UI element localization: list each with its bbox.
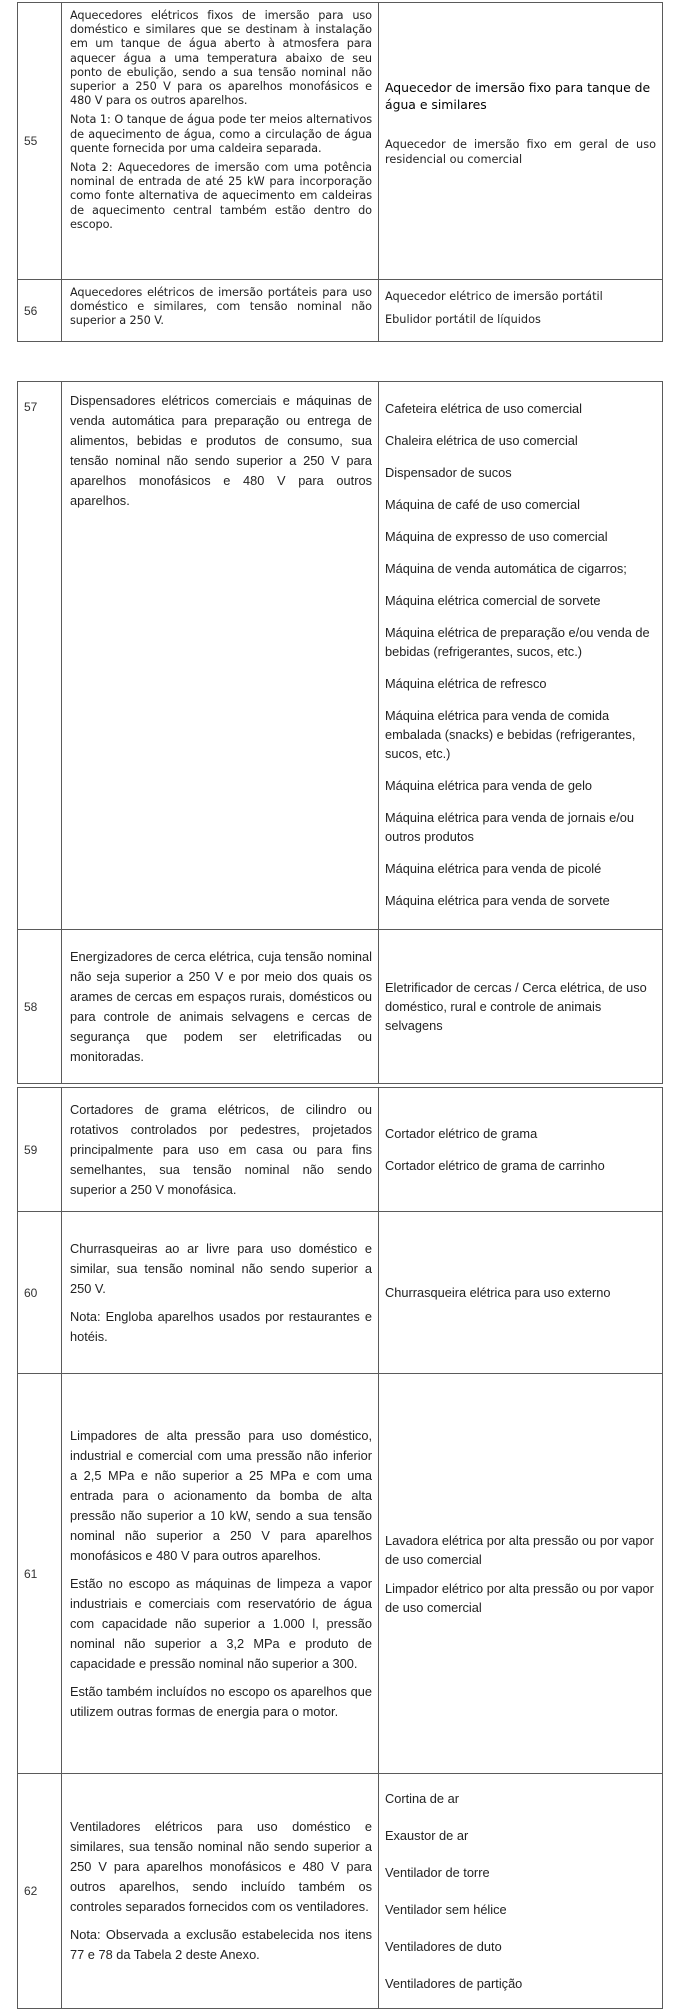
product-name: Cortina de ar [385, 1791, 459, 1806]
product-table-1 [17, 2, 663, 342]
product-name: Lavadora elétrica por alta pressão ou por vapor de uso comercial [385, 1532, 654, 1567]
product-name: Chaleira elétrica de uso comercial [385, 433, 578, 448]
product-name: Máquina elétrica para venda de jornais e/ou outros produtos [385, 810, 634, 844]
product-name: Limpador elétrico por alta pressão ou por vapor de uso comercial [385, 1580, 654, 1615]
item-products [379, 1374, 663, 1774]
product-table-2 [17, 381, 663, 1084]
description-paragraph: Churrasqueiras ao ar livre para uso doméstico e similar, sua tensão nominal não sendo superior a 250 V. [70, 1240, 372, 1296]
product-name: Cortador elétrico de grama de carrinho [385, 1158, 605, 1173]
product-name: Cortador elétrico de grama [385, 1126, 538, 1141]
product-name: Máquina elétrica para venda de picolé [385, 861, 602, 876]
product-name: Máquina de café de uso comercial [385, 497, 580, 512]
item-number: 55 [18, 3, 62, 280]
product-name: Máquina elétrica comercial de sorvete [385, 593, 601, 608]
table-row [18, 930, 663, 1084]
product-name: Churrasqueira elétrica para uso externo [385, 1285, 611, 1300]
table-row [18, 280, 663, 342]
description-paragraph: Aquecedores elétricos de imersão portáteis para uso doméstico e similares, com tensão nominal não superior a 250 V. [70, 286, 372, 328]
product-name: Máquina elétrica de refresco [385, 676, 547, 691]
item-products [379, 1774, 663, 2009]
item-description [62, 1374, 379, 1774]
item-number: 61 [18, 1374, 62, 1774]
product-name: Ventilador de torre [385, 1865, 490, 1880]
product-name: Ventiladores de duto [385, 1939, 502, 1954]
description-paragraph: Energizadores de cerca elétrica, cuja tensão nominal não seja superior a 250 V e por meio dos quais os arames de cercas em espaços rurais, domésticos ou para controle de animais selvagens e cercas de segurança que podem ser eletrificadas ou monitoradas. [70, 948, 372, 1064]
product-name: Máquina elétrica para venda de gelo [385, 778, 593, 793]
product-name: Eletrificador de cercas / Cerca elétrica, de uso doméstico, rural e controle de animais selvagens [385, 980, 647, 1033]
description-paragraph: Aquecedores elétricos fixos de imersão para uso doméstico e similares que se destinam à instalação em um tanque de água aberto à atmosfera para aquecer água a uma temperatura abaixo de seu ponto de ebulição, sendo a sua tensão nominal não superior a 250 V para os aparelhos monofásicos e 480 V para os outros aparelhos. [70, 9, 372, 108]
product-name: Ventilador sem hélice [385, 1902, 507, 1917]
table-row [18, 1774, 663, 2009]
product-name: Dispensador de sucos [385, 465, 512, 480]
table-row [18, 1374, 663, 1774]
item-description [62, 382, 379, 930]
description-paragraph: Dispensadores elétricos comerciais e máquinas de venda automática para preparação ou entrega de alimentos, bebidas e produtos de consumo, sua tensão nominal não sendo superior a 250 V para aparelhos monofásicos e 480 V para outros aparelhos. [70, 393, 372, 508]
table-row [18, 3, 663, 280]
item-products [379, 280, 663, 342]
product-name: Máquina elétrica para venda de sorvete [385, 893, 610, 908]
table-row [18, 382, 663, 930]
product-name: Máquina de expresso de uso comercial [385, 529, 608, 544]
item-number: 56 [18, 280, 62, 342]
table-row [18, 1088, 663, 1212]
product-name: Exaustor de ar [385, 1828, 469, 1843]
table-row [18, 1212, 663, 1374]
item-products [379, 3, 663, 280]
product-name: Máquina elétrica de preparação e/ou venda de bebidas (refrigerantes, sucos, etc.) [385, 625, 650, 659]
product-name: Ventiladores de partição [385, 1976, 523, 1991]
product-name: Aquecedor elétrico de imersão portátil [385, 290, 603, 303]
item-products [379, 382, 663, 930]
description-paragraph: Limpadores de alta pressão para uso doméstico, industrial e comercial com uma pressão não inferior a 2,5 MPa e não superior a 25 MPa e com uma entrada para o acionamento da bomba de alta pressão não superior a 10 kW, sendo a sua tensão nominal não superior a 250 V para aparelhos monofásicos e 480 V para outros aparelhos. [70, 1427, 372, 1563]
description-note: Nota: Engloba aparelhos usados por restaurantes e hotéis. [70, 1308, 372, 1344]
product-name: Cafeteira elétrica de uso comercial [385, 401, 583, 416]
item-number: 60 [18, 1212, 62, 1374]
product-name: Máquina elétrica para venda de comida embalada (snacks) e bebidas (refrigerantes, sucos, etc.) [385, 708, 636, 761]
item-number: 58 [18, 930, 62, 1084]
item-number: 59 [18, 1088, 62, 1212]
item-number: 62 [18, 1774, 62, 2009]
description-paragraph: Ventiladores elétricos para uso doméstico e similares, sua tensão nominal não sendo superior a 250 V para aparelhos monofásicos e 480 V para outros aparelhos, sendo incluído também os controles separados fornecidos com os ventiladores. [70, 1819, 372, 1914]
description-note: Nota 1: O tanque de água pode ter meios alternativos de aquecimento de água, como a circulação de água quente fornecida por uma caldeira separada. [70, 113, 372, 155]
item-description [62, 1774, 379, 2009]
item-description [62, 930, 379, 1084]
item-description [62, 1212, 379, 1374]
product-name: Ebulidor portátil de líquidos [385, 313, 541, 326]
item-description [62, 3, 379, 280]
product-name: Aquecedor de imersão fixo em geral de uso residencial ou comercial [385, 138, 656, 166]
description-note: Nota 2: Aquecedores de imersão com uma potência nominal de entrada de até 25 kW para incorporação como fonte alternativa de aquecimento em caldeiras de aquecimento central também estão dentro do escopo. [70, 161, 372, 231]
product-name: Aquecedor de imersão fixo para tanque de água e similares [385, 80, 651, 112]
description-paragraph: Estão no escopo as máquinas de limpeza a vapor industriais e comerciais com reservatório de água com capacidade não superior a 1.000 l, pressão nominal não superior a 3,2 MPa e produto de capacidade e pressão nominal não superior a 300. [70, 1575, 372, 1671]
product-table-3 [17, 1087, 663, 2009]
description-note: Nota: Observada a exclusão estabelecida nos itens 77 e 78 da Tabela 2 deste Anexo. [70, 1927, 372, 1962]
item-description [62, 280, 379, 342]
item-number: 57 [18, 382, 62, 930]
description-paragraph: Cortadores de grama elétricos, de cilindro ou rotativos controlados por pedestres, projetados principalmente para uso em casa ou para fins semelhantes, sua tensão nominal não sendo superior a 250 V monofásica. [70, 1101, 372, 1197]
item-products [379, 1088, 663, 1212]
item-description [62, 1088, 379, 1212]
description-paragraph: Estão também incluídos no escopo os aparelhos que utilizem outras formas de energia para o motor. [70, 1683, 372, 1719]
item-products [379, 1212, 663, 1374]
product-name: Máquina de venda automática de cigarros; [385, 561, 627, 576]
item-products [379, 930, 663, 1084]
